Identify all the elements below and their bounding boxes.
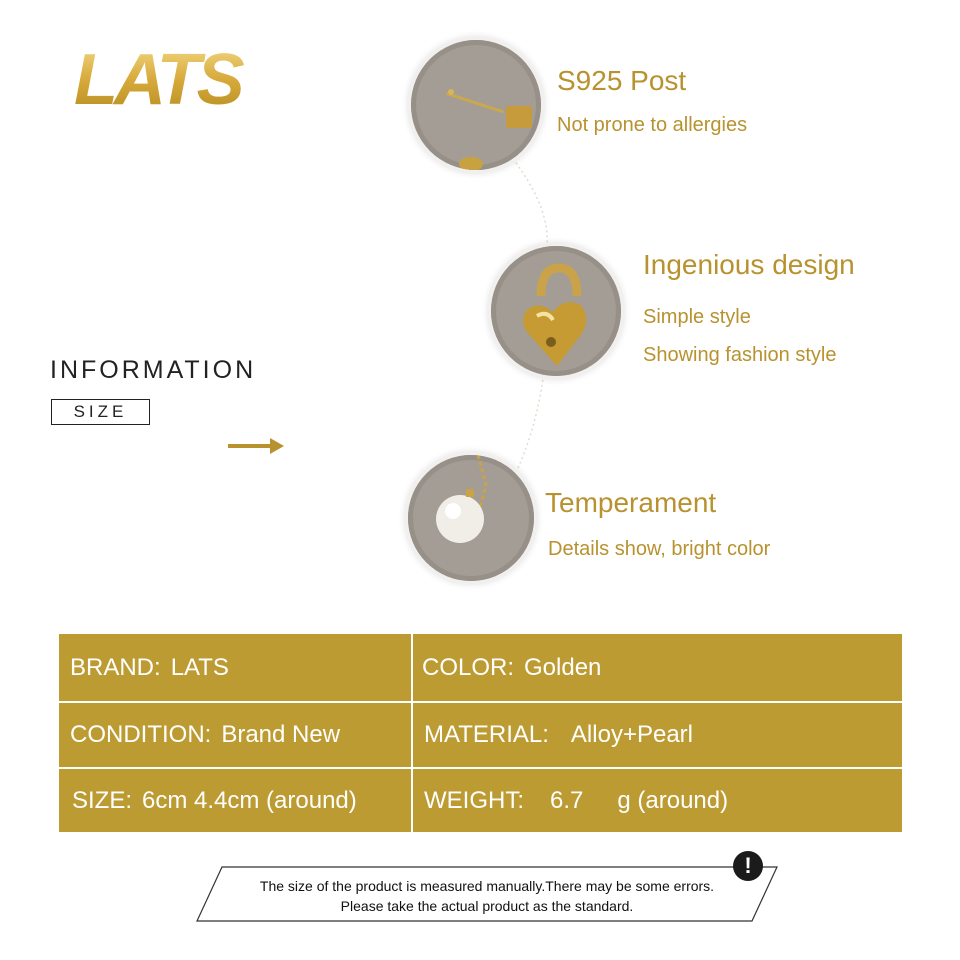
feature-image-temperament [408,455,534,581]
earring-post-photo [411,40,541,170]
spec-weight-value: 6.7 [550,786,584,814]
feature-text-temperament: Details show, bright color [548,538,771,560]
notice-line-1: The size of the product is measured manually.There may be some errors. [259,878,715,894]
feature-text-design-2: Showing fashion style [643,344,837,366]
heart-lock-photo [491,246,621,376]
brand-logo [70,46,285,112]
pearl-photo [408,455,534,581]
feature-text-post: Not prone to allergies [557,114,748,136]
feature-title-post: S925 Post [557,65,687,96]
spec-brand [70,634,229,701]
spec-condition-value: Brand New [221,721,341,748]
feature-text-design-1: Simple style [643,306,751,328]
spec-weight-unit: g (around) [617,786,729,814]
spec-weight-label: WEIGHT: [424,786,524,814]
exclamation-icon: ! [733,851,763,881]
feature-image-post [411,40,541,170]
spec-size-value: 6cm 4.4cm (around) [142,786,357,814]
logo-wordmark: LATS [74,46,241,112]
feature-image-design [491,246,621,376]
feature-title-design: Ingenious design [643,249,855,280]
spec-weight [424,769,728,832]
spec-material [424,703,693,767]
spec-color-label: COLOR: [422,653,515,681]
spec-brand-label: BRAND: [70,653,161,681]
notice-line-2: Please take the actual product as the standard. [340,898,634,914]
spec-condition [70,703,340,767]
table-divider [411,634,413,832]
arrow-right-icon [228,438,284,454]
size-label-box: SIZE [51,399,150,425]
spec-material-label: MATERIAL: [424,721,549,748]
spec-table [59,634,902,832]
spec-brand-value: LATS [170,653,229,681]
feature-title-temperament: Temperament [545,487,717,518]
spec-size-label: SIZE: [72,786,133,814]
information-heading: INFORMATION [50,356,257,384]
spec-material-value: Alloy+Pearl [570,721,693,748]
spec-size [72,769,357,832]
spec-color-value: Golden [524,653,602,681]
spec-color [422,634,601,701]
spec-condition-label: CONDITION: [70,721,212,748]
